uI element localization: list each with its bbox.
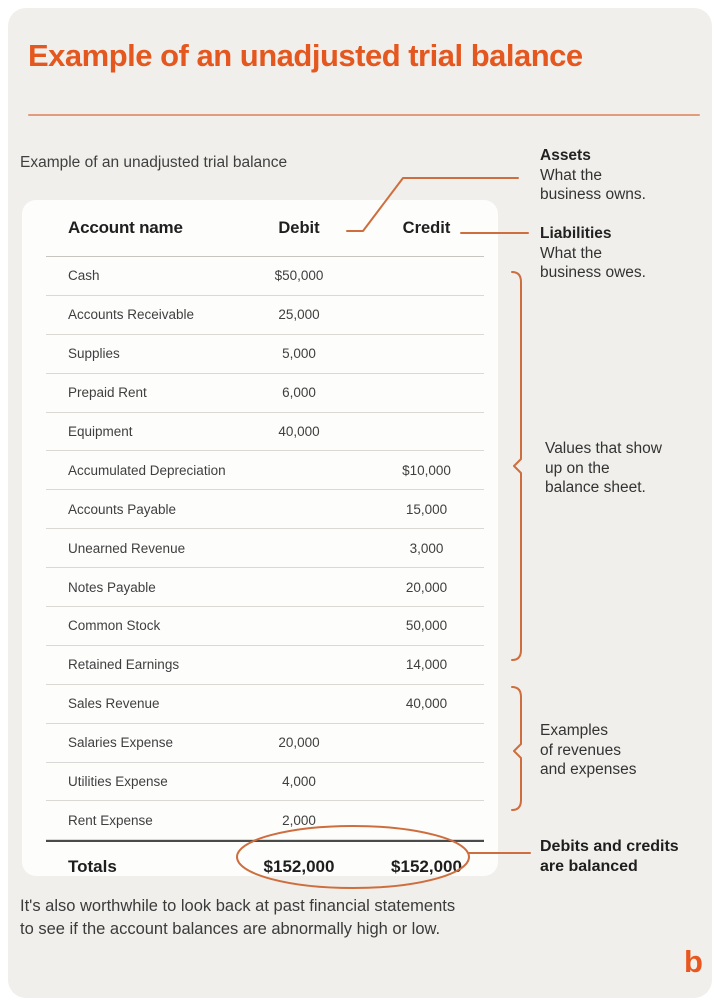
assets-note <box>540 146 646 205</box>
account-cell: Accumulated Depreciation <box>68 462 226 478</box>
table-row <box>46 296 484 335</box>
credit-cell: 14,000 <box>405 657 448 673</box>
debit-cell: 5,000 <box>282 346 316 362</box>
debit-cell: 2,000 <box>282 812 316 828</box>
balanced-note <box>540 837 679 877</box>
page-title: Example of an unadjusted trial balance <box>28 38 583 73</box>
account-cell: Supplies <box>68 346 120 362</box>
account-cell: Notes Payable <box>68 579 156 595</box>
credit-cell: 40,000 <box>405 696 448 712</box>
table-row <box>46 607 484 646</box>
table-row <box>46 451 484 490</box>
table-row <box>46 335 484 374</box>
table-row <box>46 763 484 802</box>
table-row <box>46 685 484 724</box>
account-cell: Accounts Receivable <box>68 307 195 323</box>
balance-sheet-note <box>545 439 662 498</box>
liabilities-note-title: Liabilities <box>540 225 612 242</box>
table-row <box>46 568 484 607</box>
brand-logo: b <box>684 944 703 979</box>
table-row <box>46 257 484 296</box>
account-cell: Prepaid Rent <box>68 385 147 401</box>
table-row <box>46 490 484 529</box>
table-row <box>46 374 484 413</box>
revenue-expense-note <box>540 721 637 780</box>
account-cell: Equipment <box>68 424 133 439</box>
column-header-debit: Debit <box>278 218 320 237</box>
assets-note-title: Assets <box>540 147 591 164</box>
footer-note-line: It's also worthwhile to look back at past financial statements <box>20 897 456 915</box>
assets-note-line: What the <box>540 166 603 184</box>
credit-cell: 20,000 <box>405 579 448 595</box>
table-row <box>46 646 484 685</box>
totals-credit: $152,000 <box>391 857 462 877</box>
balance-sheet-note-line: Values that show <box>545 440 662 457</box>
debit-cell: $50,000 <box>274 268 324 284</box>
table-row <box>46 413 484 452</box>
balanced-note-line: are balanced <box>540 858 638 875</box>
account-cell: Retained Earnings <box>68 657 180 673</box>
revenue-expense-note-line: Examples <box>540 722 609 739</box>
account-cell: Unearned Revenue <box>68 540 186 556</box>
account-cell: Sales Revenue <box>68 696 160 712</box>
assets-note-line: business owns. <box>540 186 646 203</box>
account-cell: Accounts Payable <box>68 501 177 517</box>
liabilities-note-line: What the <box>540 244 603 262</box>
table-row <box>46 801 484 840</box>
balance-sheet-note-line: balance sheet. <box>545 479 646 496</box>
credit-cell: 50,000 <box>405 618 448 634</box>
page-subtitle: Example of an unadjusted trial balance <box>20 154 288 171</box>
liabilities-note <box>540 224 646 283</box>
debit-cell: 25,000 <box>278 307 320 323</box>
account-cell: Common Stock <box>68 618 161 634</box>
column-header-credit: Credit <box>402 218 451 237</box>
credit-cell: 3,000 <box>409 540 444 556</box>
table-header-row <box>46 200 484 257</box>
column-header-account: Account name <box>68 218 183 237</box>
footer-note-line: to see if the account balances are abnormally high or low. <box>20 920 441 938</box>
revenue-expense-note-line: of revenues <box>540 741 621 759</box>
totals-label: Totals <box>68 857 117 877</box>
debit-cell: 6,000 <box>282 385 316 401</box>
debit-cell: 4,000 <box>282 774 316 790</box>
totals-row <box>46 840 484 892</box>
credit-cell: $10,000 <box>402 462 451 478</box>
balanced-note-line: Debits and credits <box>540 838 679 855</box>
revenue-expense-note-line: and expenses <box>540 761 637 778</box>
totals-debit: $152,000 <box>263 857 335 877</box>
account-cell: Cash <box>68 268 100 284</box>
title-divider <box>28 114 700 116</box>
credit-cell: 15,000 <box>405 501 448 517</box>
footer-note <box>20 895 455 941</box>
debit-cell: 20,000 <box>278 735 320 751</box>
trial-balance-card <box>22 200 498 876</box>
table-body <box>22 257 498 840</box>
account-cell: Utilities Expense <box>68 774 168 790</box>
table-row <box>46 529 484 568</box>
debit-cell: 40,000 <box>278 424 320 439</box>
account-cell: Rent Expense <box>68 812 153 828</box>
balance-sheet-note-line: up on the <box>545 459 610 477</box>
table-row <box>46 724 484 763</box>
account-cell: Salaries Expense <box>68 735 174 751</box>
liabilities-note-line: business owes. <box>540 264 646 281</box>
